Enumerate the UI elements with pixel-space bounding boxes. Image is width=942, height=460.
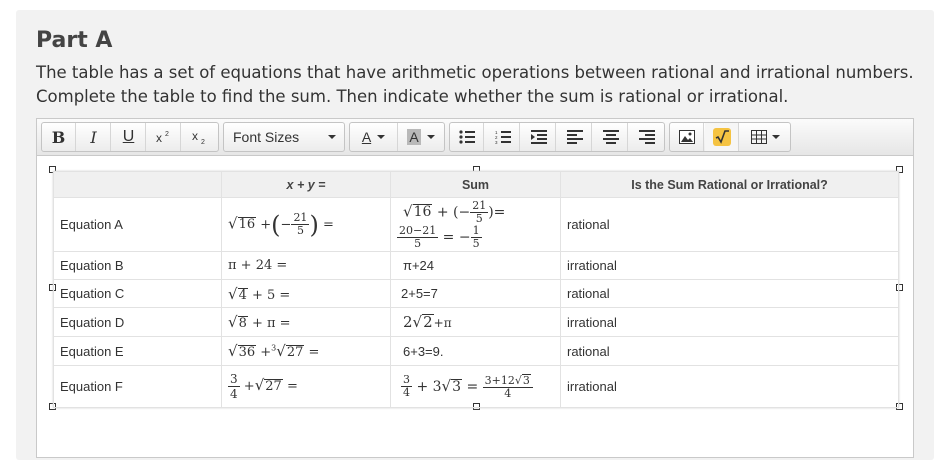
radicand: 4 bbox=[238, 287, 247, 303]
italic-button[interactable]: I bbox=[77, 123, 111, 151]
expression-rest: + π = bbox=[251, 316, 291, 331]
equals-sign: = − bbox=[442, 229, 471, 245]
font-sizes-label: Font Sizes bbox=[233, 129, 300, 145]
radicand: 36 bbox=[238, 345, 256, 360]
svg-text:2: 2 bbox=[201, 139, 205, 144]
math-editor-icon bbox=[713, 128, 731, 146]
svg-text:1: 1 bbox=[494, 130, 498, 135]
chevron-down-icon bbox=[328, 135, 336, 139]
table-header-row bbox=[54, 172, 899, 198]
row-label: Equation D bbox=[54, 308, 222, 337]
page-title: Part A bbox=[36, 28, 113, 53]
expression-cell[interactable]: √36 +$^3$√27 = bbox=[222, 337, 391, 366]
table-row bbox=[54, 337, 899, 366]
indent-icon bbox=[531, 130, 547, 144]
equals-sign: = bbox=[466, 378, 479, 395]
insert-image-button[interactable] bbox=[670, 123, 704, 151]
table-row bbox=[54, 280, 899, 308]
radicand: 27 bbox=[286, 345, 304, 360]
underline-button[interactable]: U bbox=[112, 123, 146, 151]
insert-group bbox=[669, 122, 791, 152]
image-icon bbox=[679, 130, 695, 144]
denominator: 5 bbox=[472, 236, 480, 250]
denominator: 4 bbox=[403, 386, 410, 399]
radicand: 2 bbox=[423, 313, 433, 331]
numerator: 3 bbox=[403, 373, 410, 386]
classification-cell[interactable]: irrational bbox=[561, 366, 899, 408]
radicand: 16 bbox=[413, 204, 432, 220]
sum-cell[interactable]: 2+5=7 bbox=[391, 280, 561, 308]
column-header-sum: Sum bbox=[391, 172, 561, 198]
expression-cell[interactable]: √16 +(− $\frac{21}{5}$ ) = bbox=[222, 198, 391, 252]
format-group bbox=[41, 122, 219, 152]
numerator: 1 bbox=[472, 223, 480, 237]
editor-toolbar bbox=[37, 119, 913, 156]
denominator: 5 bbox=[296, 224, 304, 237]
highlight-label: A bbox=[409, 129, 419, 145]
radicand: 27 bbox=[265, 379, 282, 394]
equations-table[interactable] bbox=[53, 171, 899, 408]
denominator: 5 bbox=[414, 236, 422, 250]
font-color-button[interactable] bbox=[350, 123, 398, 151]
classification-cell[interactable]: irrational bbox=[561, 308, 899, 337]
operator: + bbox=[260, 345, 272, 360]
closing: )= bbox=[488, 204, 506, 220]
sum-cell[interactable]: 2√2+π bbox=[391, 308, 561, 337]
paragraph-group bbox=[449, 122, 665, 152]
font-sizes-select[interactable] bbox=[224, 123, 344, 151]
equals-sign: = bbox=[286, 379, 298, 394]
svg-text:x: x bbox=[155, 131, 162, 144]
sum-cell[interactable]: π+24 bbox=[391, 252, 561, 280]
numerator-part: 3+12 bbox=[484, 373, 515, 387]
expression-rest: + 5 = bbox=[251, 287, 291, 303]
numerator: 3 bbox=[230, 372, 238, 386]
expression-rest: +π bbox=[433, 316, 452, 330]
radicand: 3 bbox=[522, 373, 530, 387]
chevron-down-icon bbox=[427, 135, 435, 139]
align-left-icon bbox=[567, 130, 583, 144]
classification-cell[interactable]: rational bbox=[561, 337, 899, 366]
coefficient: 2 bbox=[403, 313, 413, 331]
subscript-button[interactable] bbox=[182, 123, 218, 151]
align-center-icon bbox=[603, 130, 619, 144]
font-sizes-dropdown[interactable] bbox=[223, 122, 345, 152]
equals-sign: = bbox=[308, 345, 320, 360]
classification-cell[interactable]: irrational bbox=[561, 252, 899, 280]
table-row bbox=[54, 366, 899, 408]
expression-cell[interactable]: √8 + π = bbox=[222, 308, 391, 337]
svg-text:2: 2 bbox=[164, 131, 169, 138]
column-header-classification: Is the Sum Rational or Irrational? bbox=[561, 172, 899, 198]
highlight-color-button[interactable] bbox=[398, 123, 444, 151]
row-label: Equation C bbox=[54, 280, 222, 308]
sum-cell[interactable]: 6+3=9. bbox=[391, 337, 561, 366]
align-left-button[interactable] bbox=[558, 123, 592, 151]
svg-text:2: 2 bbox=[494, 135, 498, 140]
table-row bbox=[54, 252, 899, 280]
bullet-list-icon bbox=[459, 130, 475, 144]
align-right-icon bbox=[639, 130, 655, 144]
expression-cell[interactable]: π + 24 = bbox=[222, 252, 391, 280]
column-header-label bbox=[54, 172, 222, 198]
row-label: Equation E bbox=[54, 337, 222, 366]
numerator: 21 bbox=[472, 198, 487, 212]
svg-text:x: x bbox=[192, 130, 198, 143]
operator: + bbox=[260, 217, 272, 232]
expression-cell[interactable]: √4 + 5 = bbox=[222, 280, 391, 308]
sum-cell[interactable]: $\frac{3}{4}$ + 3√3 = $\frac{3+12√3}{4}$ bbox=[391, 366, 561, 408]
superscript-button[interactable] bbox=[147, 123, 181, 151]
numerator: 21 bbox=[293, 211, 308, 224]
denominator: 5 bbox=[475, 211, 483, 225]
row-label: Equation A bbox=[54, 198, 222, 252]
chevron-down-icon bbox=[377, 135, 385, 139]
sum-cell[interactable]: √16 + (− $\frac{21}{5}$ )= $\frac{20-21}{5}$ = − $\frac{1}{5}$ bbox=[391, 198, 561, 252]
classification-cell[interactable]: rational bbox=[561, 198, 899, 252]
denominator: 4 bbox=[230, 387, 238, 401]
operator: + 3 bbox=[416, 378, 442, 395]
chevron-down-icon bbox=[772, 135, 780, 139]
subscript-icon bbox=[192, 130, 208, 144]
classification-cell[interactable]: rational bbox=[561, 280, 899, 308]
operator: + (− bbox=[436, 204, 471, 220]
operator: + bbox=[243, 379, 255, 394]
color-group bbox=[349, 122, 445, 152]
row-label: Equation B bbox=[54, 252, 222, 280]
equals-sign: = bbox=[322, 217, 334, 232]
align-right-button[interactable] bbox=[630, 123, 664, 151]
denominator: 4 bbox=[504, 386, 512, 400]
row-label: Equation F bbox=[54, 366, 222, 408]
bullet-list-button[interactable] bbox=[450, 123, 484, 151]
insert-table-button[interactable] bbox=[740, 123, 790, 151]
expression-cell[interactable]: $\frac{3}{4}$ +√27 = bbox=[222, 366, 391, 408]
radicand: 16 bbox=[238, 217, 256, 232]
rich-text-editor[interactable] bbox=[36, 118, 914, 458]
superscript-icon bbox=[156, 130, 172, 144]
table-row bbox=[54, 308, 899, 337]
numerator: 20−21 bbox=[399, 223, 437, 237]
column-header-xy: x + y = bbox=[222, 172, 391, 198]
numbered-list-icon bbox=[495, 130, 511, 144]
radicand: 3 bbox=[452, 378, 462, 395]
radicand: 8 bbox=[238, 316, 247, 331]
indent-button[interactable] bbox=[522, 123, 556, 151]
table-row bbox=[54, 198, 899, 252]
numbered-list-button[interactable] bbox=[486, 123, 520, 151]
svg-text:3: 3 bbox=[494, 140, 498, 144]
font-color-label: A bbox=[361, 129, 372, 145]
math-editor-button[interactable] bbox=[705, 123, 739, 151]
align-center-button[interactable] bbox=[594, 123, 628, 151]
question-prompt: The table has a set of equations that have arithmetic operations between rational and irrational numbers. Complete the table to find the sum. Then indicate whether the sum is rational or irrational. bbox=[36, 63, 914, 106]
table-icon bbox=[751, 130, 767, 144]
root-index: 3 bbox=[271, 343, 277, 353]
bold-button[interactable]: B bbox=[42, 123, 76, 151]
